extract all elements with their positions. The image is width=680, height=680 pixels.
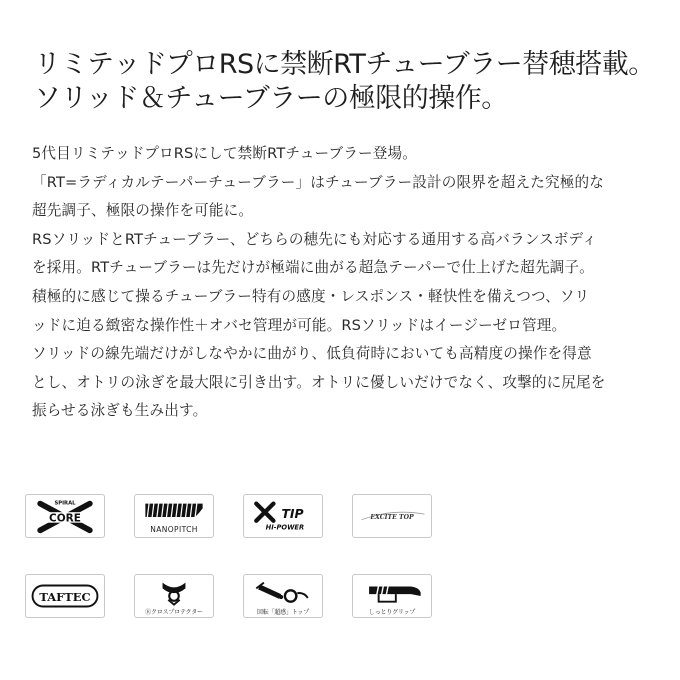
x-tip-hi-power-logo (243, 494, 323, 538)
headline-line-1: リミテッドプロRSに禁断RTチューブラー替穂搭載。 (34, 49, 655, 80)
description-line: とし、オトリの泳ぎを最大限に引き出す。オトリに優しいだけでなく、攻撃的に尻尾を (32, 373, 606, 391)
x-tip-icon (244, 495, 322, 537)
description-line: 5代目リミテッドプロRSにして禁断RTチューブラー登場。 (32, 145, 417, 162)
description-line: 超先調子、極限の操作を可能に。 (32, 202, 254, 220)
rotating-top-caption: 回転「超感」トップ (256, 609, 310, 616)
cross-protector-logo (134, 574, 214, 618)
headline-line-2: ソリッド＆チューブラーの極限的操作。 (34, 83, 508, 114)
description-line: 積極的に感じて操るチューブラー特有の感度・レスポンス・軽快性を備えつつ、ソリ (32, 287, 590, 305)
description-line: ソリッドの線先端だけがしなやかに曲がり、低負荷時においても高精度の操作を得意 (32, 345, 592, 363)
rotating-top-logo (243, 574, 323, 618)
spiral-text: SPIRAL (54, 500, 76, 507)
taftec-text: TAFTEC (39, 589, 91, 604)
core-text: CORE (49, 512, 81, 525)
description (32, 140, 662, 426)
description-line: 振らせる泳ぎも生み出す。 (32, 402, 208, 420)
excite-top-logo (352, 494, 432, 538)
grip-caption: しっとりグリップ (368, 609, 416, 616)
nanopitch-logo (134, 494, 214, 538)
nanopitch-caption: NANOPITCH (150, 525, 198, 534)
taftec-icon (26, 575, 104, 617)
spiral-x-core-logo (25, 494, 105, 538)
cross-protector-caption: Ⓡクロスプロテクター (145, 609, 203, 616)
tip-text: TIP (281, 505, 304, 521)
excite-top-text: EXCITE TOP (370, 513, 414, 521)
headline (34, 48, 654, 116)
description-line: を採用。RTチューブラーは先だけが極端に曲がる超急テーパーで仕上げた超先調子。 (32, 259, 594, 277)
excite-top-icon (353, 495, 431, 537)
spiral-x-core-icon (26, 495, 104, 537)
grip-logo (352, 574, 432, 618)
hi-power-text: HI-POWER (265, 523, 305, 532)
description-line: RSソリッドとRTチューブラー、どちらの穂先にも対応する通用する高バランスボディ (32, 230, 597, 248)
description-line: 「RT=ラディカルテーパーチューブラー」はチューブラー設計の限界を超えた究極的な (32, 173, 604, 191)
description-line: ッドに迫る緻密な操作性＋オバセ管理が可能。RSソリッドはイージーゼロ管理。 (32, 316, 567, 334)
taftec-logo (25, 574, 105, 618)
